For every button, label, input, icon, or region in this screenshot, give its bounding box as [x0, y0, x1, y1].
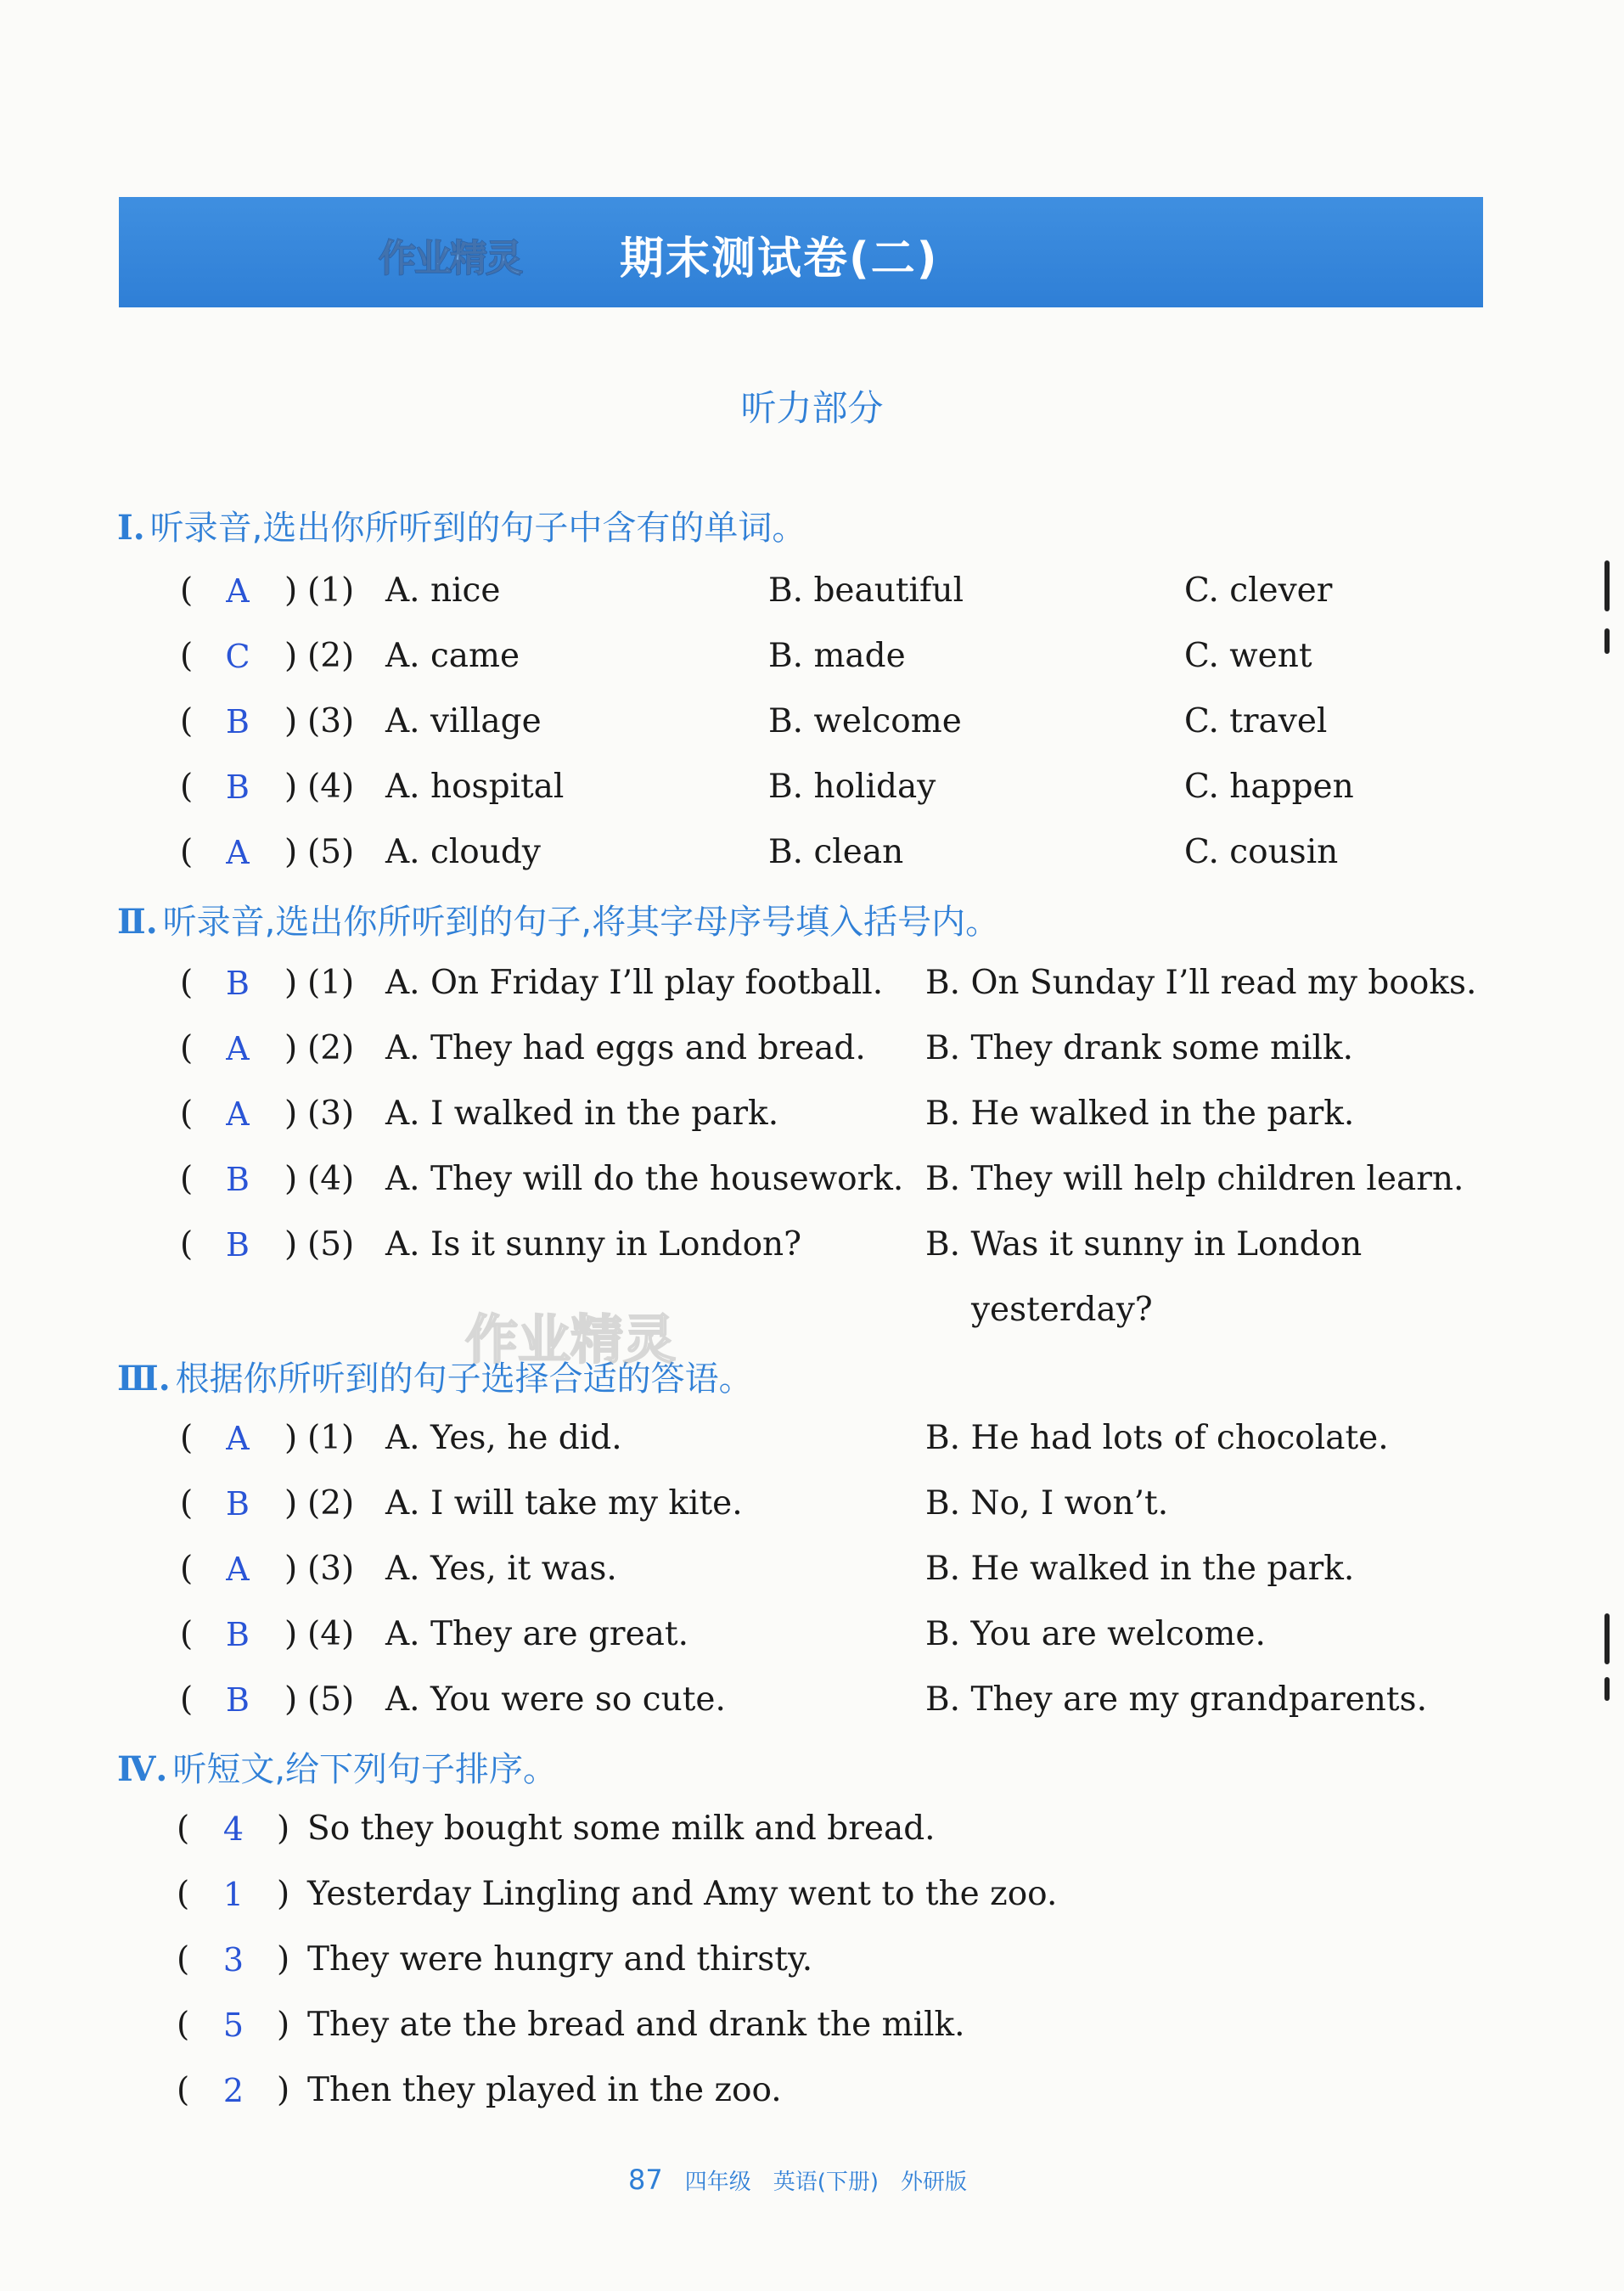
option-b: B. made	[768, 637, 906, 675]
sentence-text: Yesterday Lingling and Amy went to the zoo.	[307, 1875, 1058, 1913]
option-a: A. Is it sunny in London?	[385, 1225, 802, 1264]
question-row	[0, 701, 1624, 767]
question-row	[0, 571, 1624, 636]
section-subtitle: 听力部分	[740, 387, 884, 429]
answer-value: B	[226, 1681, 250, 1719]
sentence-text: They ate the bread and drank the milk.	[307, 2006, 965, 2044]
answer-value: C	[225, 638, 250, 675]
close-paren: )	[284, 1095, 298, 1133]
close-paren: )	[284, 702, 298, 740]
option-a: A. Yes, he did.	[385, 1419, 622, 1457]
option-c: C. travel	[1184, 702, 1328, 740]
open-paren: (	[177, 1810, 190, 1848]
open-paren: (	[180, 964, 194, 1002]
close-paren: )	[284, 1550, 298, 1588]
sentence-text: Then they played in the zoo.	[307, 2071, 782, 2109]
open-paren: (	[177, 1875, 190, 1913]
close-paren: )	[284, 1615, 298, 1653]
answer-value: 3	[222, 1941, 244, 1979]
close-paren: )	[284, 1225, 298, 1264]
question-number: (2)	[307, 1484, 355, 1523]
ordering-row	[0, 1809, 1624, 1874]
answer-value: B	[226, 703, 250, 740]
section-4-heading	[117, 1742, 557, 1791]
open-paren: (	[180, 1029, 194, 1067]
option-a: A. village	[385, 702, 542, 740]
close-paren: )	[277, 1875, 290, 1913]
option-b: B. clean	[768, 833, 904, 871]
question-number: (1)	[307, 964, 355, 1002]
close-paren: )	[277, 2006, 290, 2044]
close-paren: )	[284, 637, 298, 675]
open-paren: (	[180, 833, 194, 871]
section-2-heading	[117, 895, 999, 943]
close-paren: )	[284, 833, 298, 871]
page-number: 87	[628, 2164, 663, 2196]
ordering-row	[0, 1874, 1624, 1939]
option-a: A. came	[385, 637, 520, 675]
question-number: (5)	[307, 1225, 355, 1264]
question-number: (1)	[307, 1419, 355, 1457]
answer-value: B	[226, 768, 250, 806]
section-number: Ⅲ.	[117, 1359, 171, 1399]
option-a: A. You were so cute.	[385, 1680, 726, 1719]
close-paren: )	[284, 964, 298, 1002]
open-paren: (	[180, 1550, 194, 1588]
edge-mark	[1604, 560, 1610, 611]
section-instruction: 听录音,选出你所听到的句子中含有的单词。	[149, 509, 806, 548]
answer-value: B	[226, 1226, 250, 1264]
question-row	[0, 963, 1624, 1028]
edge-mark	[1604, 628, 1610, 654]
section-instruction: 听短文,给下列句子排序。	[172, 1750, 558, 1789]
section-1-heading	[117, 501, 806, 549]
option-a: A. I will take my kite.	[385, 1484, 743, 1523]
section-instruction: 听录音,选出你所听到的句子,将其字母序号填入括号内。	[162, 903, 1000, 942]
brand-logo-text: 作业精灵	[379, 237, 521, 280]
answer-value: A	[226, 572, 250, 610]
option-a: A. They had eggs and bread.	[385, 1029, 866, 1067]
ordering-row	[0, 2070, 1624, 2136]
question-row	[0, 1483, 1624, 1549]
option-c: C. happen	[1184, 768, 1354, 806]
close-paren: )	[277, 2071, 290, 2109]
section-instruction: 根据你所听到的句子选择合适的答语。	[175, 1359, 753, 1399]
open-paren: (	[180, 1419, 194, 1457]
option-a: A. I walked in the park.	[385, 1095, 779, 1133]
page-title: 期末测试卷(二)	[620, 234, 939, 284]
question-number: (3)	[307, 1095, 355, 1133]
answer-value: 5	[222, 2007, 244, 2044]
open-paren: (	[180, 1225, 194, 1264]
question-number: (5)	[307, 1680, 355, 1719]
close-paren: )	[277, 1940, 290, 1979]
option-c: C. went	[1184, 637, 1312, 675]
watermark-logo: 作业精灵	[465, 1309, 677, 1371]
answer-value: B	[226, 1485, 250, 1523]
close-paren: )	[284, 1680, 298, 1719]
section-number: Ⅳ.	[117, 1749, 168, 1789]
section-number: Ⅰ.	[117, 508, 145, 548]
answer-value: 2	[222, 2072, 244, 2109]
option-b: B. He had lots of chocolate.	[925, 1419, 1389, 1457]
answer-value: 1	[222, 1876, 244, 1913]
option-b: B. On Sunday I’ll read my books.	[925, 964, 1477, 1002]
answer-value: A	[226, 1420, 250, 1457]
option-b: B. He walked in the park.	[925, 1095, 1355, 1133]
close-paren: )	[284, 571, 298, 610]
option-b: B. beautiful	[768, 571, 964, 610]
question-number: (4)	[307, 1615, 355, 1653]
page-footer	[628, 2164, 967, 2196]
answer-value: B	[226, 1616, 250, 1653]
close-paren: )	[284, 1029, 298, 1067]
open-paren: (	[180, 1160, 194, 1198]
question-row	[0, 636, 1624, 701]
sentence-text: So they bought some milk and bread.	[307, 1810, 936, 1848]
open-paren: (	[180, 1095, 194, 1133]
option-a: A. hospital	[385, 768, 565, 806]
question-number: (4)	[307, 1160, 355, 1198]
open-paren: (	[180, 571, 194, 610]
sentence-text: They were hungry and thirsty.	[307, 1940, 813, 1979]
question-row	[0, 1680, 1624, 1745]
answer-value: B	[226, 1161, 250, 1198]
answer-value: 4	[222, 1810, 244, 1848]
question-number: (4)	[307, 768, 355, 806]
option-b: B. You are welcome.	[925, 1615, 1266, 1653]
close-paren: )	[284, 1419, 298, 1457]
close-paren: )	[277, 1810, 290, 1848]
open-paren: (	[180, 637, 194, 675]
subject-label: 英语(下册)	[773, 2170, 879, 2195]
question-number: (2)	[307, 637, 355, 675]
answer-value: B	[226, 965, 250, 1002]
edge-mark	[1604, 1677, 1610, 1701]
answer-value: A	[226, 1551, 250, 1588]
open-paren: (	[180, 1680, 194, 1719]
option-b: B. welcome	[768, 702, 962, 740]
option-b: B. They are my grandparents.	[925, 1680, 1427, 1719]
option-b: B. holiday	[768, 768, 936, 806]
question-number: (5)	[307, 833, 355, 871]
open-paren: (	[180, 1615, 194, 1653]
answer-value: A	[226, 1095, 250, 1133]
open-paren: (	[177, 1940, 190, 1979]
option-b: B. They drank some milk.	[925, 1029, 1354, 1067]
question-row	[0, 1224, 1624, 1355]
close-paren: )	[284, 768, 298, 806]
answer-value: A	[226, 1030, 250, 1067]
option-a: A. cloudy	[385, 833, 541, 871]
question-row	[0, 1094, 1624, 1159]
option-b: B. They will help children learn.	[925, 1160, 1464, 1198]
question-number: (2)	[307, 1029, 355, 1067]
option-a: A. nice	[385, 571, 501, 610]
question-number: (3)	[307, 702, 355, 740]
open-paren: (	[180, 768, 194, 806]
option-c: C. cousin	[1184, 833, 1339, 871]
question-number: (1)	[307, 571, 355, 610]
answer-value: A	[226, 834, 250, 871]
question-row	[0, 1614, 1624, 1680]
open-paren: (	[180, 1484, 194, 1523]
option-a: A. They are great.	[385, 1615, 688, 1653]
option-a: A. Yes, it was.	[385, 1550, 617, 1588]
question-number: (3)	[307, 1550, 355, 1588]
open-paren: (	[180, 702, 194, 740]
option-a: A. They will do the housework.	[385, 1160, 904, 1198]
option-c: C. clever	[1184, 571, 1333, 610]
edge-mark	[1604, 1613, 1610, 1664]
question-row	[0, 767, 1624, 832]
option-b-continued: yesterday?	[971, 1291, 1153, 1329]
question-row	[0, 1549, 1624, 1614]
open-paren: (	[177, 2006, 190, 2044]
question-row	[0, 832, 1624, 898]
open-paren: (	[177, 2071, 190, 2109]
question-row	[0, 1028, 1624, 1094]
edition-label: 外研版	[901, 2170, 968, 2195]
question-row	[0, 1418, 1624, 1483]
ordering-row	[0, 2005, 1624, 2070]
section-number: Ⅱ.	[117, 902, 158, 942]
title-banner	[119, 197, 1483, 307]
option-b: B. No, I won’t.	[925, 1484, 1169, 1523]
question-row	[0, 1159, 1624, 1224]
close-paren: )	[284, 1484, 298, 1523]
option-a: A. On Friday I’ll play football.	[385, 964, 884, 1002]
option-b: B. Was it sunny in London	[925, 1225, 1363, 1264]
option-b: B. He walked in the park.	[925, 1550, 1355, 1588]
close-paren: )	[284, 1160, 298, 1198]
grade-label: 四年级	[684, 2170, 751, 2195]
ordering-row	[0, 1939, 1624, 2005]
